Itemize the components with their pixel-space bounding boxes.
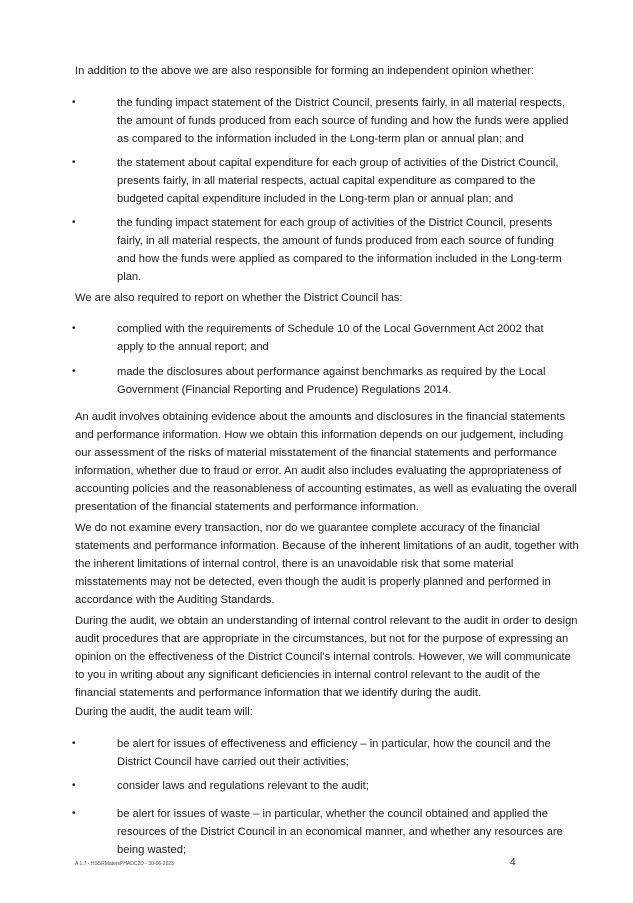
- bullet-text: consider laws and regulations relevant to the audit;: [117, 780, 369, 792]
- bullet-icon: •: [72, 157, 76, 168]
- footer-reference: A 1.7 - HSSRMatersPHADC2D - 30-06-2023: [75, 861, 174, 867]
- bullet-icon: •: [72, 217, 76, 228]
- bullet-text: complied with the requirements of Schedule 10 of the Local Government Act 2002 that apply to the annual report; and: [117, 323, 544, 353]
- bullet-icon: •: [72, 738, 76, 749]
- bullet-text: the statement about capital expenditure for each group of activities of the District Council, presents fairly, in all material respects, actual capital expenditure as compared to the budgeted capital expenditure included in the Long-term plan or annual plan; and: [117, 157, 559, 205]
- bullet-icon: •: [72, 97, 76, 108]
- bullet-icon: •: [72, 808, 76, 819]
- bullet-text: made the disclosures about performance against benchmarks as required by the Local Government (Financial Reporting and Prudence) Regulations 2014.: [117, 366, 546, 396]
- bullet-icon: •: [72, 366, 76, 377]
- internal-control-paragraph: During the audit, we obtain an understanding of internal control relevant to the audit in order to design audit procedures that are appropriate in the circumstances, but not for the purpose of expressing an opinion on the effectiveness of the District Council’s internal controls. However, we will communicate to you in writing about any significant deficiencies in internal control relevant to the audit of the financial statements and performance information that we identify during the audit.: [75, 615, 578, 699]
- audit-paragraph: An audit involves obtaining evidence about the amounts and disclosures in the financial statements and performance information. How we obtain this information depends on our judgement, including our assessment of the risks of material misstatement of the financial statements and performance information, whether due to fraud or error. An audit also includes evaluating the appropriateness of accounting policies and the reasonableness of accounting estimates, as well as evaluating the overall presentation of the financial statements and performance information.: [75, 411, 577, 513]
- team-intro-paragraph: During the audit, the audit team will:: [75, 706, 253, 718]
- bullet-text: the funding impact statement of the District Council, presents fairly, in all material respects, the amount of funds produced from each source of funding and how the funds were applied as compared to the information included in the Long-term plan or annual plan; and: [117, 97, 569, 145]
- bullet-icon: •: [72, 780, 76, 791]
- page-number: 4: [510, 857, 516, 868]
- bullet-icon: •: [72, 323, 76, 334]
- intro-paragraph: In addition to the above we are also responsible for forming an independent opinion whether:: [75, 65, 534, 77]
- bullet-text: the funding impact statement for each group of activities of the District Council, presents fairly, in all material respects, the amount of funds produced from each source of funding and how the funds were applied as compared to the information included in the Long-term plan.: [117, 217, 562, 283]
- bullet-text: be alert for issues of effectiveness and efficiency – in particular, how the council and the District Council have carried out their activities;: [117, 738, 551, 768]
- report-intro-paragraph: We are also required to report on whether the District Council has:: [75, 292, 403, 304]
- examine-paragraph: We do not examine every transaction, nor do we guarantee complete accuracy of the financial statements and performance information. Because of the inherent limitations of an audit, together with the inherent limitations of internal control, there is an unavoidable risk that some material misstatements may not be detected, even though the audit is properly planned and performed in accordance with the Auditing Standards.: [75, 522, 579, 606]
- bullet-text: be alert for issues of waste – in particular, whether the council obtained and applied the resources of the District Council in an economical manner, and whether any resources are being wasted;: [117, 808, 563, 856]
